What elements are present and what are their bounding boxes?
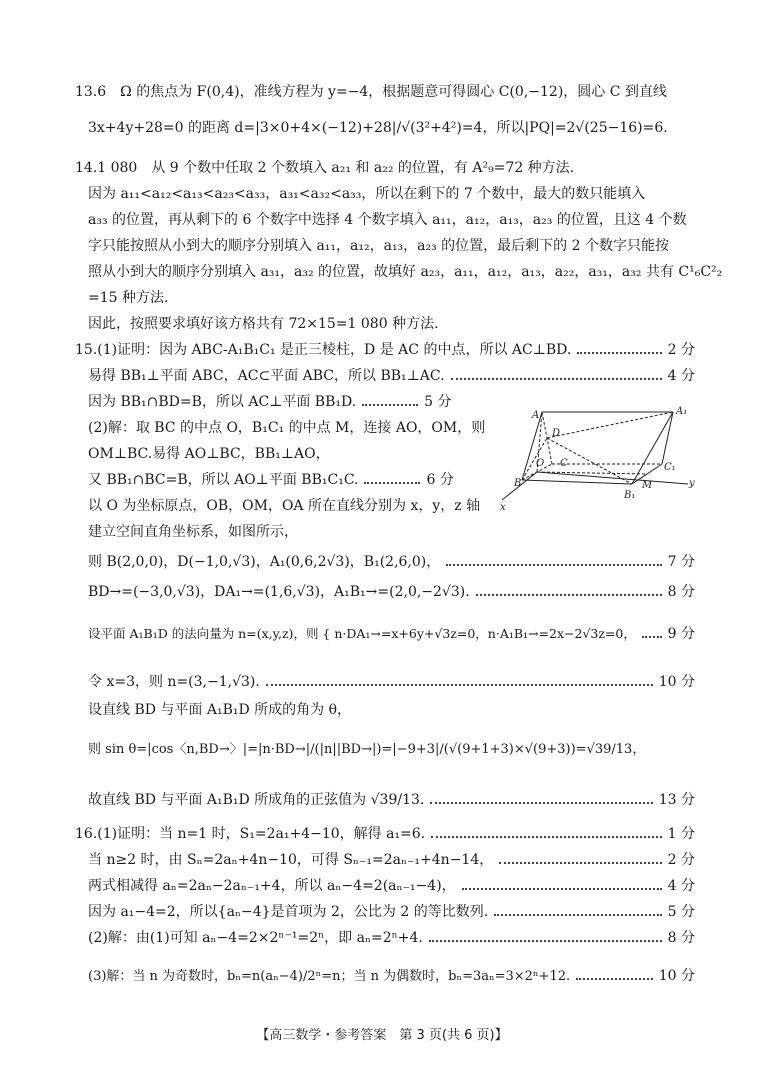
q15-line11: [88, 624, 695, 644]
edge-b-b1: [522, 480, 632, 484]
score: 9 分: [667, 626, 695, 642]
label-a: A: [532, 410, 540, 421]
line-d-a1: [547, 412, 673, 438]
q14-line7: 因此，按照要求填好该方格共有 72×15=1 080 种方法.: [88, 316, 439, 332]
score: 6 分: [426, 472, 454, 488]
q16-line1: [75, 824, 695, 844]
q16-line2: [88, 850, 695, 870]
q16-text6: (3)解：当 n 为奇数时，bₙ=n(aₙ−4)/2ⁿ=n；当 n 为偶数时，bₙ=3aₙ=3×2ⁿ+12.: [88, 969, 571, 984]
label-c1: C₁: [664, 462, 676, 473]
q15-line9: [88, 552, 695, 572]
q16-text1: 16.(1)证明：当 n=1 时，S₁=2a₁+4−10，解得 a₁=6.: [75, 826, 426, 842]
score: 1 分: [667, 826, 695, 842]
q15-line14: 则 sin θ=|cos〈n,BD→〉|=|n·BD→|/(|n||BD→|)=|−9+3|/(√(9+1+3)×√(9+3))=√39/13，: [88, 742, 646, 757]
leader-dots: [364, 481, 420, 484]
label-x: x: [500, 502, 506, 513]
label-a1: A₁: [676, 406, 688, 417]
score: 2 分: [667, 342, 695, 358]
label-o: O: [536, 458, 545, 469]
q15-text1: 15.(1)证明：因为 ABC-A₁B₁C₁ 是正三棱柱，D 是 AC 的中点，所以 AC⊥BD.: [75, 342, 572, 358]
leader-dots: [430, 801, 652, 804]
q15-line13: 设直线 BD 与平面 A₁B₁D 所成的角为 θ，: [88, 702, 352, 718]
label-d: D: [552, 428, 561, 439]
q16-line3: [88, 876, 695, 896]
score: 10 分: [658, 674, 695, 690]
q15-text9: 则 B(2,0,0)，D(−1,0,√3)，A₁(0,6,2√3)，B₁(2,6,0)，: [88, 554, 441, 570]
q15-line5: OM⊥BC.易得 AO⊥BC，BB₁⊥AO，: [88, 446, 330, 462]
q15-line3: [88, 392, 488, 412]
leader-dots: [451, 377, 662, 380]
score: 2 分: [667, 852, 695, 868]
q14-line4: 字只能按照从小到大的顺序分别填入 a₁₁，a₁₂，a₁₃，a₂₃ 的位置，最后剩下的 2 个数字只能按: [88, 238, 669, 254]
leader-dots: [266, 683, 653, 686]
leader-dots: [476, 593, 662, 596]
score: 5 分: [667, 904, 695, 920]
q14-line5: 照从小到大的顺序分别填入 a₃₁，a₃₂ 的位置，故填好 a₂₃，a₁₁，a₁₂，a₁₃，a₂₂，a₃₁，a₃₂ 共有 C¹₆C²₂: [88, 264, 723, 280]
q15-text10: BD→=(−3,0,√3)，DA₁→=(1,6,√3)，A₁B₁→=(2,0,−2√3).: [88, 584, 470, 600]
score: 8 分: [667, 584, 695, 600]
q16-line5: [88, 928, 695, 948]
q16-text2: 当 n≥2 时，由 Sₙ=2aₙ+4n−10，可得 Sₙ₋₁=2aₙ₋₁+4n−14，: [88, 852, 494, 868]
q15-line10: [88, 582, 695, 602]
q13-line2: 3x+4y+28=0 的距离 d=|3×0+4×(−12)+28|/√(3²+4²)=4，所以|PQ|=2√(25−16)=6.: [88, 120, 668, 136]
score: 5 分: [424, 394, 452, 410]
q14-line6: =15 种方法.: [88, 290, 169, 306]
q15-line1: [75, 340, 695, 360]
leader-dots: [494, 913, 661, 916]
label-c: C: [560, 458, 568, 469]
q16-text5: (2)解：由(1)可知 aₙ−4=2×2ⁿ⁻¹=2ⁿ，即 aₙ=2ⁿ+4.: [88, 930, 423, 946]
q15-line15: [88, 790, 695, 810]
prism-figure: [500, 400, 700, 515]
leader-dots: [446, 563, 661, 566]
q16-line6: [88, 966, 695, 987]
leader-dots: [431, 835, 662, 838]
page-footer: 【高三数学・参考答案 第 3 页(共 6 页)】: [256, 1028, 508, 1043]
score: 7 分: [667, 554, 695, 570]
q16-line4: [88, 902, 695, 922]
q15-text12: 令 x=3，则 n=(3,−1,√3).: [88, 674, 260, 690]
q14-line2: 因为 a₁₁<a₁₂<a₁₃<a₂₃<a₃₃，a₃₁<a₃₂<a₃₃，所以在剩下的 7 个数中，最大的数只能填入: [88, 186, 646, 202]
q15-line2: [88, 366, 695, 386]
score: 8 分: [667, 930, 695, 946]
leader-dots: [462, 887, 662, 890]
edge-a1-b1: [632, 412, 673, 484]
q15-line6: [88, 470, 488, 490]
label-m: M: [642, 480, 653, 491]
q16-text4: 因为 a₁−4=2，所以{aₙ−4}是首项为 2，公比为 2 的等比数列.: [88, 904, 489, 920]
label-b: B: [514, 478, 522, 489]
leader-dots: [429, 939, 662, 942]
q15-text2: 易得 BB₁⊥平面 ABC，AC⊂平面 ABC，所以 BB₁⊥AC.: [88, 368, 445, 384]
leader-dots: [642, 635, 662, 638]
leader-dots: [577, 351, 661, 354]
q15-text15: 故直线 BD 与平面 A₁B₁D 所成角的正弦值为 √39/13.: [88, 792, 425, 808]
q16-text3: 两式相减得 aₙ=2aₙ−2aₙ₋₁+4，所以 aₙ−4=2(aₙ₋₁−4)，: [88, 878, 456, 894]
q14-line3: a₃₃ 的位置，再从剩下的 6 个数字中选择 4 个数字填入 a₁₁，a₁₂，a₁₃，a₂₃ 的位置，且这 4 个数: [88, 212, 687, 228]
score: 4 分: [667, 878, 695, 894]
q14-line1: 14.1 080 从 9 个数中任取 2 个数填入 a₂₁ 和 a₂₂ 的位置，有 A²₉=72 种方法.: [75, 160, 575, 176]
q15-line4: (2)解：取 BC 的中点 O，B₁C₁ 的中点 M，连接 AO，OM，则: [88, 420, 486, 436]
q13-line1: 13.6 Ω 的焦点为 F(0,4)，准线方程为 y=−4，根据题意可得圆心 C(0,−12)，圆心 C 到直线: [75, 84, 667, 100]
label-y: y: [689, 478, 695, 489]
score: 4 分: [667, 368, 695, 384]
edge-a1-c1: [662, 412, 673, 464]
score: 13 分: [658, 792, 695, 808]
q15-text6: 又 BB₁∩BC=B，所以 AO⊥平面 BB₁C₁C.: [88, 472, 359, 488]
q15-text3: 因为 BB₁∩BD=B，所以 AC⊥平面 BB₁D.: [88, 394, 357, 410]
label-b1: B₁: [624, 490, 636, 501]
leader-dots: [499, 861, 661, 864]
q15-line8: 建立空间直角坐标系，如图所示，: [88, 524, 298, 540]
q15-line12: [88, 672, 695, 692]
leader-dots: [576, 977, 653, 980]
score: 10 分: [658, 968, 695, 984]
q15-line7: 以 O 为坐标原点，OB，OM，OA 所在直线分别为 x，y，z 轴: [88, 498, 481, 514]
q15-text11: 设平面 A₁B₁D 的法向量为 n=(x,y,z)，则 { n·DA₁→=x+6y+√3z=0，n·A₁B₁→=2x−2√3z=0，: [88, 626, 636, 641]
leader-dots: [362, 403, 418, 406]
